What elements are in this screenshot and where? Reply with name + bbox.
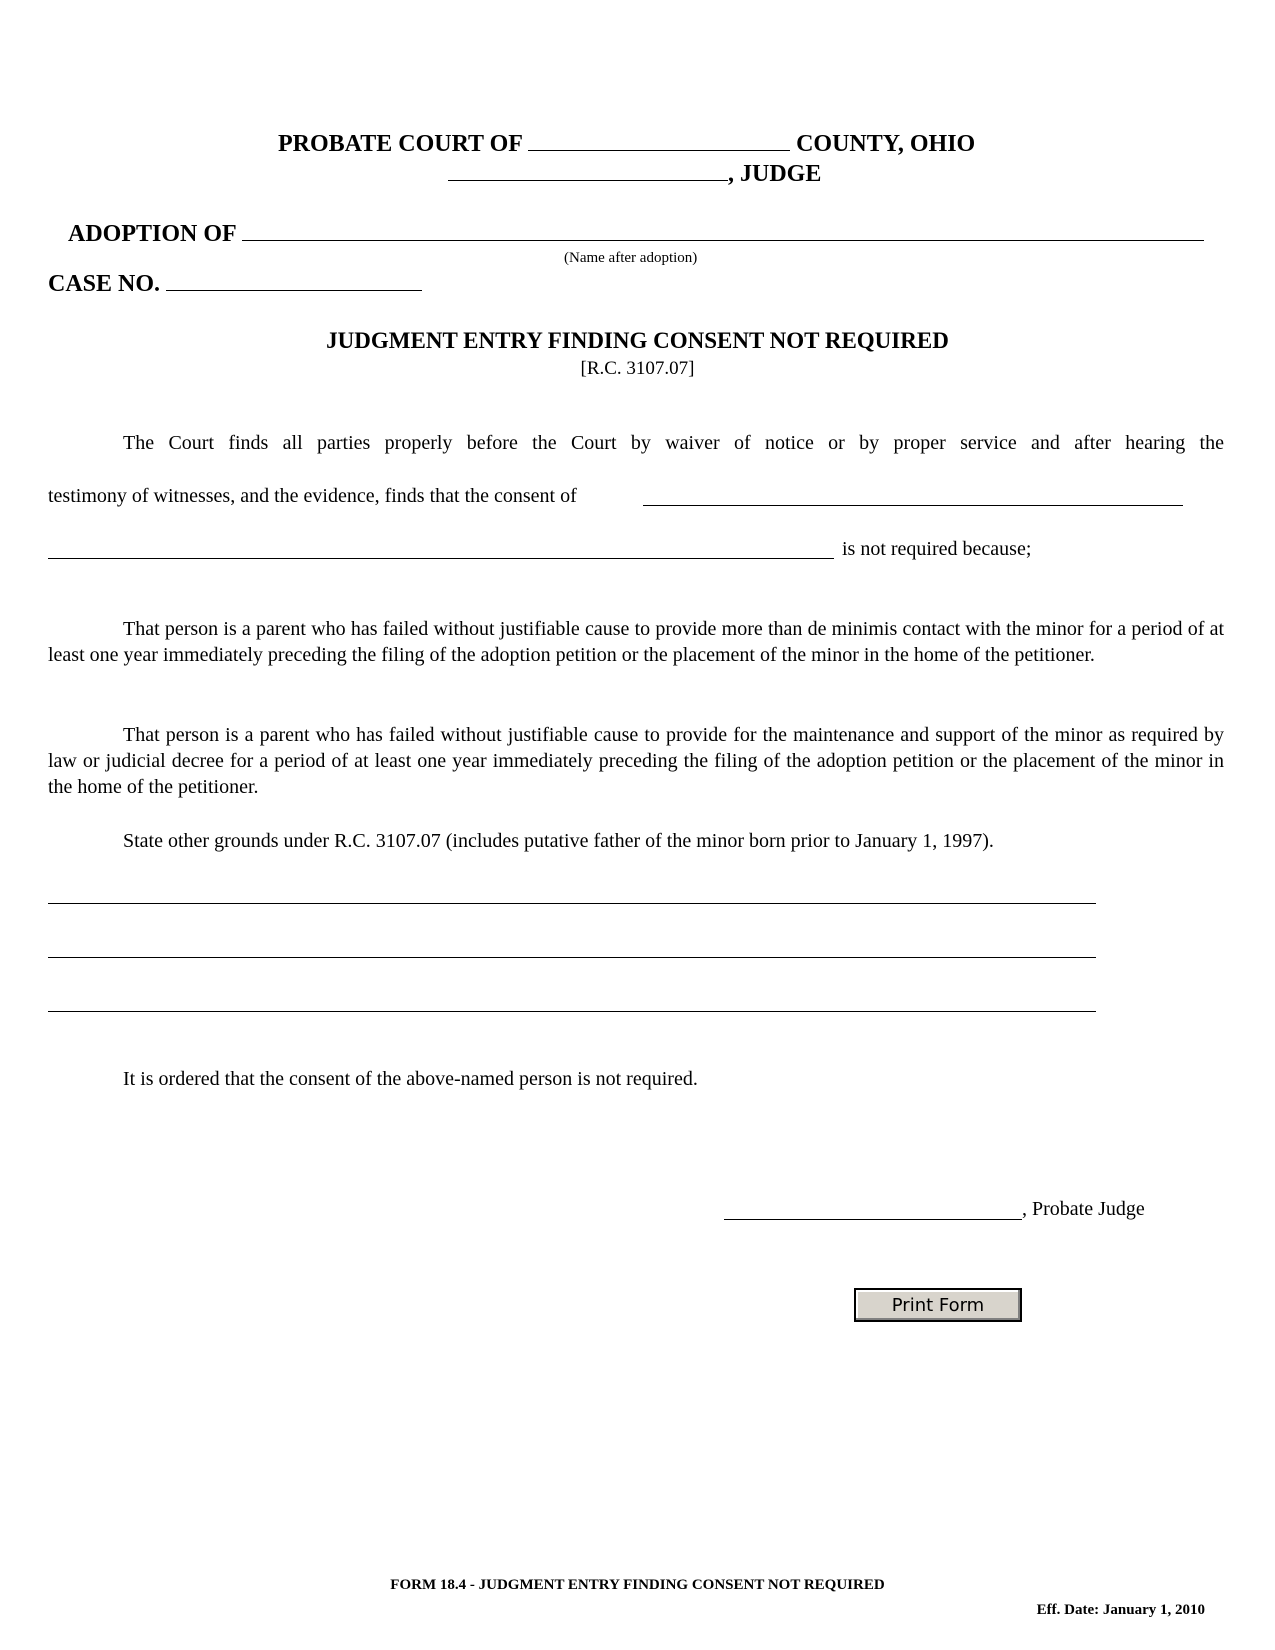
probate-judge-label: , Probate Judge: [1022, 1198, 1145, 1220]
name-after-adoption-hint: (Name after adoption): [564, 250, 698, 266]
consent-person-field-2[interactable]: [48, 558, 834, 559]
judge-signature-field[interactable]: [724, 1219, 1022, 1220]
county-field[interactable]: [528, 130, 790, 151]
court-heading: [278, 130, 975, 158]
ground-support: That person is a parent who has failed without justifiable cause to provide for the maintenance and support of the minor as required by law or judicial decree for a period of at least one year immediately preceding the filing of the adoption petition or the placement of the minor in the home of the petitioner.: [48, 724, 1224, 798]
finding-line-1: The Court finds all parties properly before the Court by waiver of notice or by proper service and after hearing the: [123, 432, 1224, 454]
consent-person-field-1[interactable]: [643, 505, 1183, 506]
other-grounds-line-2[interactable]: [48, 957, 1096, 958]
county-suffix: COUNTY, OHIO: [796, 131, 976, 157]
adoptee-name-field[interactable]: [242, 220, 1204, 241]
judge-heading: [448, 160, 821, 188]
finding-line-2: [48, 483, 577, 509]
court-prefix: PROBATE COURT OF: [278, 131, 523, 157]
case-number-field[interactable]: [166, 270, 422, 291]
finding-line-2-text: testimony of witnesses, and the evidence, finds that the consent of: [48, 485, 577, 507]
footer-form-name: FORM 18.4 - JUDGMENT ENTRY FINDING CONSENT NOT REQUIRED: [390, 1577, 885, 1593]
judge-name-field[interactable]: [448, 160, 728, 181]
other-grounds-line-3[interactable]: [48, 1011, 1096, 1012]
case-no-row: [48, 270, 422, 298]
other-grounds-label: State other grounds under R.C. 3107.07 (includes putative father of the minor born prior to January 1, 1997).: [123, 830, 994, 852]
case-no-label: CASE NO.: [48, 271, 161, 297]
order-text: It is ordered that the consent of the above-named person is not required.: [123, 1068, 698, 1090]
print-form-button[interactable]: Print Form: [854, 1288, 1022, 1322]
statute-citation: [R.C. 3107.07]: [580, 358, 695, 379]
adoption-label: ADOPTION OF: [68, 221, 236, 247]
document-title: JUDGMENT ENTRY FINDING CONSENT NOT REQUIRED: [326, 328, 949, 353]
adoption-of-row: [68, 220, 1204, 248]
not-required-text: is not required because;: [842, 538, 1032, 560]
judge-suffix: , JUDGE: [728, 161, 822, 187]
footer-eff-date: Eff. Date: January 1, 2010: [1036, 1602, 1205, 1618]
ground-contact: That person is a parent who has failed without justifiable cause to provide more than de minimis contact with the minor for a period of at least one year immediately preceding the filing of the adoption petition or the placement of the minor in the home of the petitioner.: [48, 618, 1224, 666]
other-grounds-line-1[interactable]: [48, 903, 1096, 904]
